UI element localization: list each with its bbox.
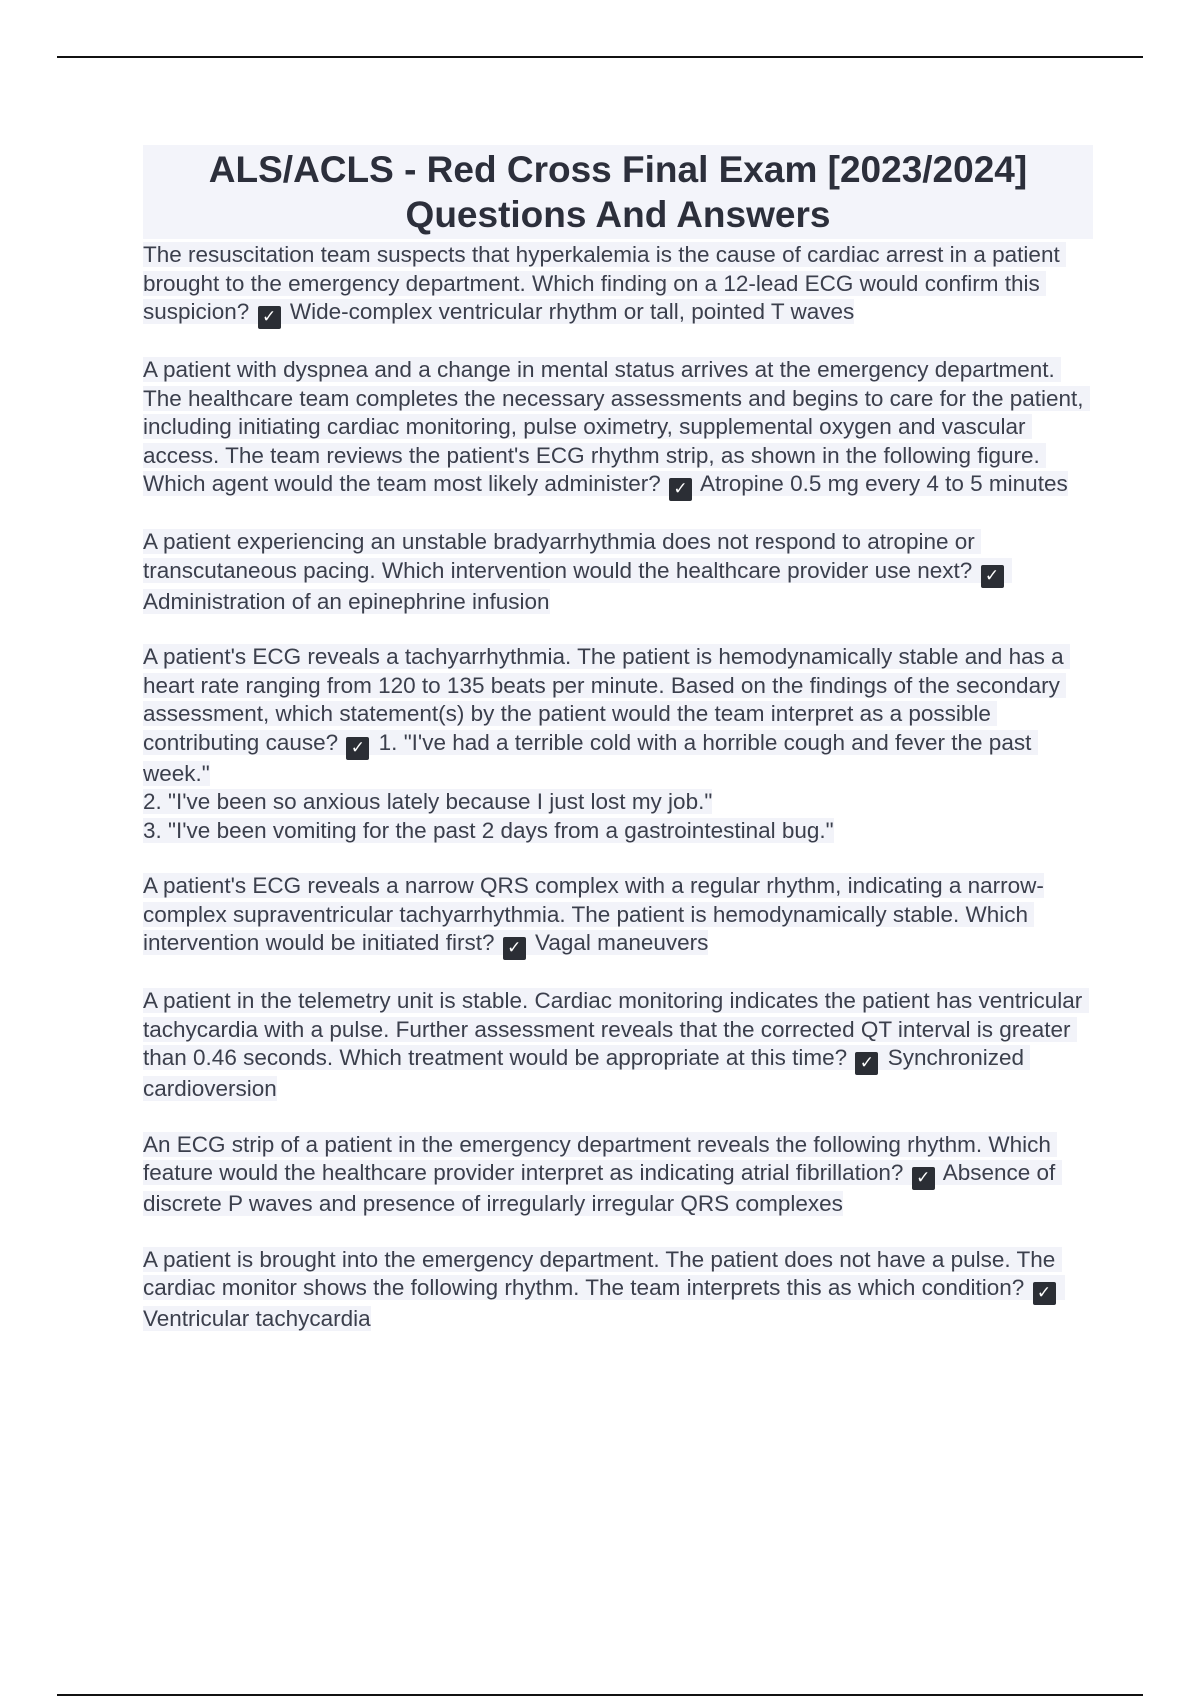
question-text: A patient in the telemetry unit is stable. Cardiac monitoring indicates the patient has ventricular tachycardia with a pulse. Further assessment reveals that the corrected QT interval is greater than 0.46 seconds. Which treatment would be appropriate at this time? — [143, 988, 1089, 1070]
question-text: A patient's ECG reveals a tachyarrhythmia. The patient is hemodynamically stable and has a heart rate ranging from 120 to 135 beats per minute. Based on the findings of the secondary assessment, which statement(s) by the patient would the team interpret as a possible contributing cause? — [143, 644, 1070, 755]
qa-text — [143, 1247, 1065, 1332]
qa-text — [143, 1132, 1062, 1217]
qa-item — [143, 872, 1093, 960]
qa-text — [143, 988, 1089, 1101]
qa-item — [143, 1246, 1093, 1334]
qa-text — [143, 357, 1090, 499]
qa-text — [143, 873, 1044, 958]
check-icon: ✓ — [1033, 1282, 1056, 1305]
qa-item — [143, 356, 1093, 501]
qa-list — [143, 241, 1093, 1334]
question-text: A patient's ECG reveals a narrow QRS complex with a regular rhythm, indicating a narrow-complex supraventricular tachyarrhythmia. The patient is hemodynamically stable. Which intervention would be initiated first? — [143, 873, 1044, 955]
question-text: The resuscitation team suspects that hyperkalemia is the cause of cardiac arrest in a patient brought to the emergency department. Which finding on a 12-lead ECG would confirm this suspicion? — [143, 242, 1066, 324]
qa-item — [143, 1131, 1093, 1219]
qa-text — [143, 242, 1066, 327]
answer-text: Synchronized cardioversion — [143, 1045, 1031, 1101]
question-text: An ECG strip of a patient in the emergency department reveals the following rhythm. Which feature would the healthcare provider interpret as indicating atrial fibrillation? — [143, 1131, 1058, 1185]
check-icon: ✓ — [346, 737, 369, 760]
check-icon: ✓ — [855, 1052, 878, 1075]
check-icon: ✓ — [981, 565, 1004, 588]
answer-text: Atropine 0.5 mg every 4 to 5 minutes — [700, 471, 1068, 496]
check-icon: ✓ — [912, 1167, 935, 1190]
top-rule — [57, 56, 1143, 58]
answer-text: Wide-complex ventricular rhythm or tall, pointed T waves — [289, 299, 855, 324]
document-body — [143, 145, 1093, 1361]
qa-item — [143, 643, 1093, 845]
qa-text — [143, 529, 1012, 614]
qa-text — [143, 644, 1070, 843]
page-title: ALS/ACLS - Red Cross Final Exam [2023/2024] Questions And Answers — [208, 149, 1028, 235]
qa-item — [143, 241, 1093, 329]
answer-text: Ventricular tachycardia — [143, 1306, 371, 1331]
qa-item — [143, 987, 1093, 1104]
answer-text: 1. "I've had a terrible cold with a horrible cough and fever the past week." 2. "I've been so anxious lately because I just lost my job." 3. "I've been vomiting for the past 2 days from a gastrointestinal bug." — [143, 729, 1032, 843]
question-text: A patient with dyspnea and a change in mental status arrives at the emergency department. The healthcare team completes the necessary assessments and begins to care for the patient, including initiating cardiac monitoring, pulse oximetry, supplemental oxygen and vascular access. The team reviews the patient's ECG rhythm strip, as shown in the following figure. Which agent would the team most likely administer? — [143, 357, 1090, 496]
qa-item — [143, 528, 1093, 616]
question-text: A patient experiencing an unstable bradyarrhythmia does not respond to atropine or transcutaneous pacing. Which intervention would the healthcare provider use next? — [143, 529, 982, 583]
title-block — [143, 145, 1093, 239]
answer-text: Administration of an epinephrine infusion — [143, 588, 550, 614]
bottom-rule — [57, 1694, 1143, 1696]
check-icon: ✓ — [258, 306, 281, 329]
question-text: A patient is brought into the emergency department. The patient does not have a pulse. The cardiac monitor shows the following rhythm. The team interprets this as which condition? — [143, 1246, 1062, 1300]
check-icon: ✓ — [503, 937, 526, 960]
check-icon: ✓ — [669, 478, 692, 501]
answer-text: Vagal maneuvers — [534, 930, 709, 955]
answer-text: Absence of discrete P waves and presence of irregularly irregular QRS complexes — [143, 1160, 1062, 1216]
